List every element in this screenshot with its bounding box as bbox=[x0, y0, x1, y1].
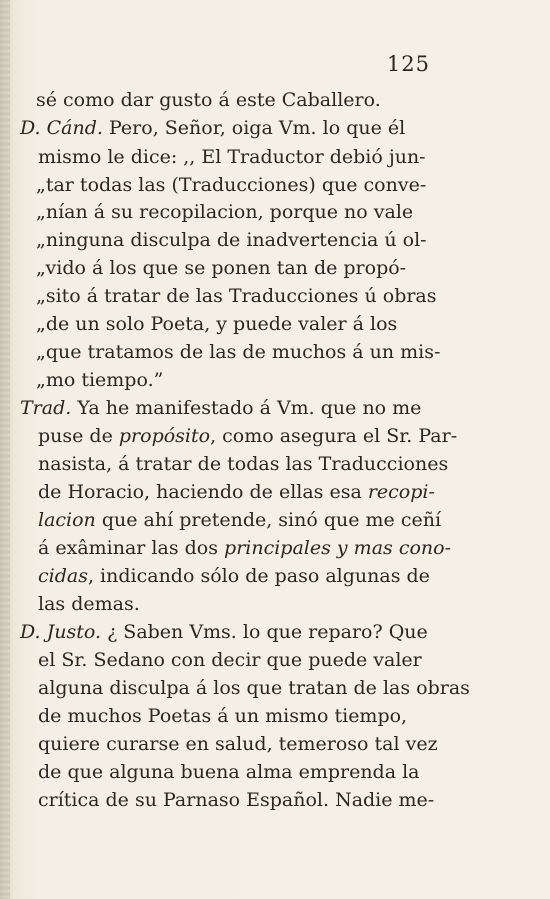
text-span: „nían á su recopilacion, porque no vale bbox=[36, 201, 414, 223]
text-span: nasista, á tratar de todas las Traducciones bbox=[38, 453, 449, 475]
text-line bbox=[38, 704, 407, 728]
text-span: „vido á los que se ponen tan de propó- bbox=[36, 257, 407, 279]
text-line bbox=[36, 368, 163, 392]
text-span: de Horacio, haciendo de ellas esa bbox=[38, 481, 368, 503]
speaker-line bbox=[20, 396, 421, 420]
text-span: quiere curarse en salud, temeroso tal vez bbox=[38, 733, 438, 755]
text-line bbox=[38, 480, 435, 504]
text-line bbox=[36, 256, 406, 280]
emphasis-span: cidas bbox=[38, 565, 88, 587]
text-line bbox=[38, 424, 457, 448]
text-span: mismo le dice: ,, El Traductor debió jun- bbox=[38, 146, 426, 168]
text-line bbox=[36, 173, 426, 197]
text-line bbox=[38, 760, 420, 784]
text-span: puse de bbox=[38, 425, 119, 447]
text-span: el Sr. Sedano con decir que puede valer bbox=[38, 649, 422, 671]
speaker-label: D. Justo. bbox=[20, 621, 102, 643]
text-span: que ahí pretende, sinó que me ceñí bbox=[95, 509, 442, 531]
text-span: „mo tiempo.” bbox=[36, 369, 164, 391]
text-line bbox=[38, 788, 434, 812]
text-span: crítica de su Parnaso Español. Nadie me- bbox=[38, 789, 435, 811]
text-span: las demas. bbox=[38, 593, 140, 615]
text-span: , indicando sólo de paso algunas de bbox=[87, 565, 430, 587]
text-span: „ninguna disculpa de inadvertencia ú ol- bbox=[36, 229, 427, 251]
text-span: sé como dar gusto á este Caballero. bbox=[36, 89, 381, 111]
text-span: „que tratamos de las de muchos á un mis- bbox=[36, 341, 441, 363]
text-line bbox=[38, 592, 140, 616]
text-line bbox=[38, 536, 451, 560]
page-number: 125 bbox=[386, 52, 430, 76]
emphasis-span: lacion bbox=[38, 509, 96, 531]
text-line bbox=[38, 676, 470, 700]
text-span: á exâminar las dos bbox=[38, 537, 225, 559]
emphasis-span: principales y mas cono- bbox=[224, 537, 451, 559]
text-span: „tar todas las (Traducciones) que conve- bbox=[36, 174, 427, 196]
text-line bbox=[38, 732, 438, 756]
text-span: alguna disculpa á los que tratan de las obras bbox=[38, 677, 470, 699]
text-line bbox=[36, 228, 427, 252]
speaker-line bbox=[20, 620, 428, 644]
text-span: Ya he manifestado á Vm. que no me bbox=[71, 397, 422, 419]
text-span: de que alguna buena alma emprenda la bbox=[38, 761, 420, 783]
text-line bbox=[38, 452, 448, 476]
text-line bbox=[38, 508, 441, 532]
text-span: de muchos Poetas á un mismo tiempo, bbox=[38, 705, 408, 727]
emphasis-span: propósito bbox=[118, 425, 211, 447]
text-span: Pero, Señor, oiga Vm. lo que él bbox=[102, 117, 406, 139]
text-line bbox=[36, 88, 381, 112]
text-line bbox=[36, 200, 413, 224]
speaker-label: Trad. bbox=[20, 397, 72, 419]
text-line bbox=[36, 284, 437, 308]
speaker-line bbox=[20, 116, 405, 140]
text-span: ¿ Saben Vms. lo que reparo? Que bbox=[101, 621, 428, 643]
text-line bbox=[38, 564, 430, 588]
text-span: „sito á tratar de las Traducciones ú obras bbox=[36, 285, 437, 307]
text-span: „de un solo Poeta, y puede valer á los bbox=[36, 313, 398, 335]
text-line bbox=[36, 312, 397, 336]
text-span: , como asegura el Sr. Par- bbox=[210, 425, 458, 447]
speaker-label: D. Cánd. bbox=[20, 117, 103, 139]
text-line bbox=[38, 648, 422, 672]
text-line bbox=[36, 340, 440, 364]
emphasis-span: recopi- bbox=[367, 481, 435, 503]
text-line bbox=[38, 145, 426, 169]
page-gutter bbox=[0, 0, 10, 899]
